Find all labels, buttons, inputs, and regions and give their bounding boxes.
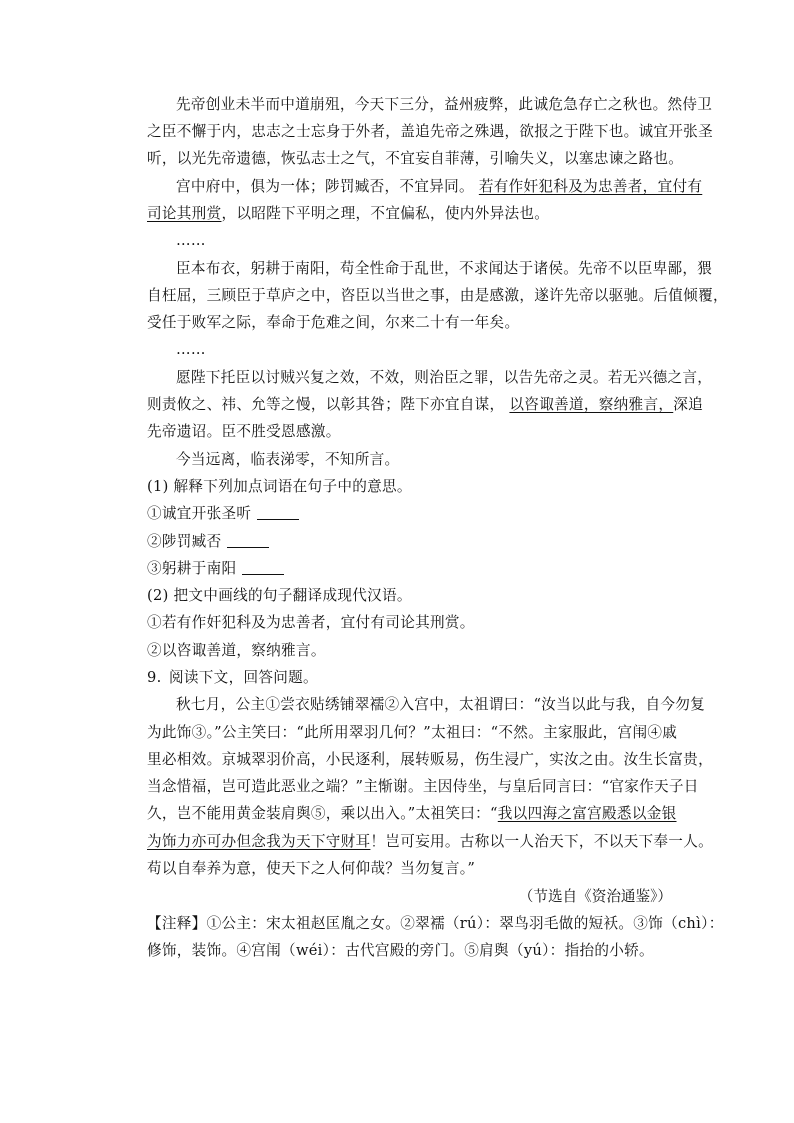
question-1: (1) 解释下列加点词语在句子中的意思。 — [147, 478, 412, 495]
passage-line: 受任于败军之际，奉命于危难之间，尔来二十有一年矣。 — [147, 314, 520, 331]
ellipsis: …… — [176, 232, 206, 249]
question-2: (2) 把文中画线的句子翻译成现代汉语。 — [147, 587, 412, 604]
passage-text: ，以昭陛下平明之理，不宜偏私，使内外异法也。 — [221, 205, 550, 222]
question-item-text: ②陟罚臧否 — [147, 533, 222, 550]
question-9-heading — [147, 667, 692, 689]
question-item-text: ①诚宜开张圣听 — [147, 505, 252, 522]
passage-line: 先帝创业未半而中道崩殂，今天下三分，益州疲弊，此诚危急存亡之秋也。然侍卫 — [176, 96, 713, 113]
passage-line — [147, 803, 692, 825]
passage-line: 苟以自奉养为意，使天下之人何仰哉？当勿复言。” — [147, 860, 476, 877]
passage-line: 愿陛下托臣以讨贼兴复之效，不效，则治臣之罪，以告先帝之灵。若无兴德之言， — [176, 369, 713, 386]
question-1-item — [147, 558, 692, 580]
passage-line: 里必相效。京城翠羽价高，小民逐利，展转贩易，伤生浸广，实汝之由。汝生长富贵， — [147, 751, 713, 768]
passage-text: 久，岂不能用黄金装肩舆⑤，乘以出入。”太祖笑曰：“ — [147, 805, 498, 822]
question-prompt: 阅读下文，回答问题。 — [169, 669, 318, 686]
passage-line: 自枉屈，三顾臣于草庐之中，咨臣以当世之事，由是感激，遂许先帝以驱驰。后值倾覆， — [147, 287, 728, 304]
answer-blank[interactable] — [227, 533, 269, 548]
answer-blank[interactable] — [242, 560, 284, 575]
question-item-text: ③躬耕于南阳 — [147, 560, 237, 577]
passage-line — [147, 203, 692, 225]
notes-line: 修饰，装饰。④宫闱（wéi）：古代宫殿的旁门。⑤肩舆（yú）：指抬的小轿。 — [147, 942, 654, 959]
passage-text: 宫中府中，俱为一体；陟罚臧否，不宜异同。 — [176, 178, 474, 195]
ellipsis: …… — [176, 341, 206, 358]
question-2-item: ②以咨诹善道，察纳雅言。 — [147, 642, 326, 659]
passage-line — [147, 831, 713, 853]
question-1-item — [147, 531, 692, 553]
passage-line — [147, 394, 704, 416]
question-2-item: ①若有作奸犯科及为忠善者，宜付有司论其刑赏。 — [147, 614, 475, 631]
passage-line: 听，以光先帝遗德，恢弘志士之气，不宜妄自菲薄，引喻失义，以塞忠谏之路也。 — [147, 150, 684, 167]
passage-text: 则责攸之、祎、允等之慢，以彰其咎；陛下亦宜自谋， — [147, 396, 505, 413]
underlined-sentence: 以咨诹善道，察纳雅言， — [509, 396, 674, 413]
notes-line: 【注释】①公主：宋太祖赵匡胤之女。②翠襦（rú）：翠鸟羽毛做的短袄。③饰（chì）： — [147, 915, 724, 932]
passage-line: 秋七月，公主①尝衣贴绣铺翠襦②入宫中，太祖谓曰：“汝当以此与我，自今勿复 — [176, 696, 706, 713]
answer-blank[interactable] — [257, 505, 299, 520]
question-number: 9. — [147, 669, 162, 686]
passage-line: 今当远离，临表涕零，不知所言。 — [176, 451, 400, 468]
source-citation: （节选自《资治通鉴》） — [518, 888, 672, 905]
underlined-sentence: 为饰力亦可办但念我为天下守财耳 — [147, 833, 371, 850]
passage-line: 先帝遗诏。臣不胜受恩感激。 — [147, 423, 341, 440]
question-1-item — [147, 503, 692, 525]
passage-text: 深追 — [673, 396, 704, 413]
underlined-sentence: 我以四海之富宫殿悉以金银 — [497, 805, 677, 822]
passage-line — [176, 176, 721, 198]
passage-text: ！岂可妄用。古称以一人治天下，不以天下奉一人。 — [370, 833, 713, 850]
passage-line: 臣本布衣，躬耕于南阳，苟全性命于乱世，不求闻达于诸侯。先帝不以臣卑鄙，猥 — [176, 260, 713, 277]
passage-line: 为此饰③。”公主笑曰：“此所用翠羽几何？”太祖曰：“不然。主家服此，宫闱④戚 — [147, 724, 678, 741]
underlined-sentence: 司论其刑赏 — [147, 205, 222, 222]
passage-line: 之臣不懈于内，忠志之士忘身于外者，盖追先帝之殊遇，欲报之于陛下也。诚宜开张圣 — [147, 123, 713, 140]
underlined-sentence: 若有作奸犯科及为忠善者，宜付有 — [478, 178, 703, 195]
passage-line: 当念惜福，岂可造此恶业之端？”主惭谢。主因侍坐，与皇后同言曰：“官家作天子日 — [147, 778, 699, 795]
